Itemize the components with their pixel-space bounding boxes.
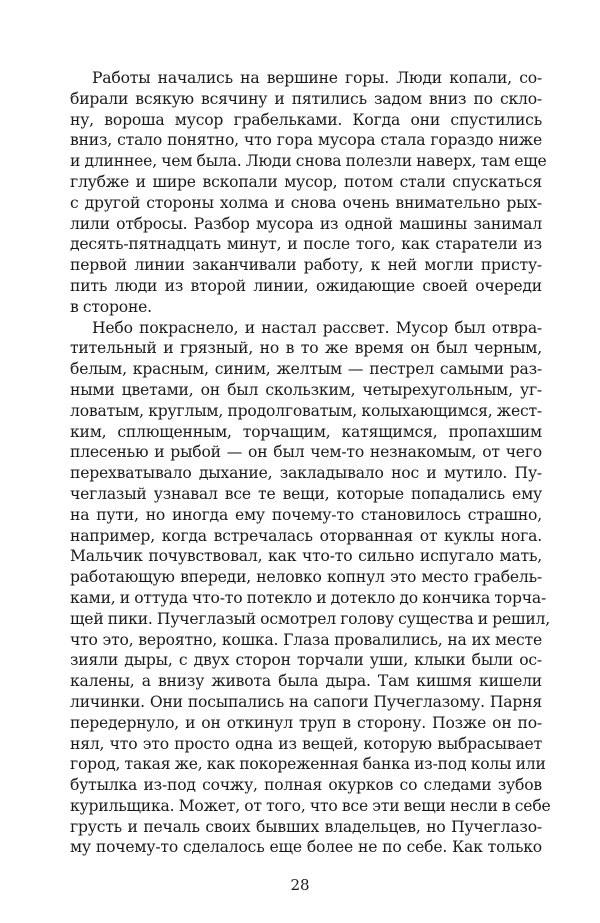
text-line: ками, и оттуда что-то потекло и дотекло до кончика торча- bbox=[70, 588, 547, 607]
text-line: в стороне. bbox=[70, 297, 152, 316]
text-line: десять-пятнадцать минут, и после того, как старатели из bbox=[70, 235, 542, 254]
text-line: личинки. Они посыпались на сапоги Пучеглазому. Парня bbox=[70, 692, 542, 711]
text-line: ну, вороша мусор грабельками. Когда они спустились bbox=[70, 110, 542, 129]
text-line: на пути, но иногда ему почему-то становилось страшно, bbox=[70, 505, 542, 524]
text-line: ными цветами, он был скользким, четырехугольным, уг- bbox=[70, 380, 542, 399]
text-line: курильщика. Может, от того, что все эти вещи несли в себе bbox=[70, 796, 551, 815]
text-line: первой линии заканчивали работу, к ней могли присту- bbox=[70, 256, 542, 275]
text-line: тительный и грязный, но в то же время он был черным, bbox=[70, 339, 542, 358]
text-line: ловатым, круглым, продолговатым, колыхающимся, жест- bbox=[70, 401, 542, 420]
text-line: вниз, стало понятно, что гора мусора стала гораздо ниже bbox=[70, 131, 542, 150]
paragraph bbox=[70, 68, 547, 318]
text-line: работающую впереди, неловко копнул это место грабель- bbox=[70, 568, 542, 587]
paragraph bbox=[70, 318, 551, 859]
text-line: Небо покраснело, и настал рассвет. Мусор был отвра- bbox=[92, 318, 542, 337]
book-page-text bbox=[70, 68, 551, 858]
text-line: му почему-то сделалось еще более не по себе. Как только bbox=[70, 838, 542, 857]
text-line: лили отбросы. Разбор мусора из одной машины занимал bbox=[70, 214, 542, 233]
text-line: Работы начались на вершине горы. Люди копали, со- bbox=[92, 69, 542, 87]
text-line: калены, а внизу живота была дыра. Там кишмя кишели bbox=[70, 672, 542, 691]
page-number: 28 bbox=[290, 876, 310, 894]
text-line: глубже и шире вскопали мусор, потом стали спускаться bbox=[70, 172, 542, 191]
text-line: пить люди из второй линии, ожидающие своей очереди bbox=[70, 276, 542, 295]
text-line: бутылка из-под сочжу, полная окурков со следами зубов bbox=[70, 776, 542, 795]
text-line: передернуло, и он откинул труп в сторону. Позже он по- bbox=[70, 713, 542, 732]
text-line: город, такая же, как покореженная банка из-под колы или bbox=[70, 755, 546, 774]
text-line: чеглазый узнавал все те вещи, которые попадались ему bbox=[70, 484, 542, 503]
text-line: щей пики. Пучеглазый осмотрел голову существа и решил, bbox=[70, 609, 551, 628]
text-line: и длиннее, чем была. Люди снова полезли наверх, там еще bbox=[70, 152, 547, 171]
text-line: бирали всякую всячину и пятились задом вниз по скло- bbox=[70, 89, 542, 108]
text-line: перехватывало дыхание, закладывало нос и мутило. Пу- bbox=[70, 464, 542, 483]
text-line: плесенью и рыбой — он был чем-то незнакомым, от чего bbox=[70, 443, 542, 462]
text-line: ким, сплющенным, торчащим, катящимся, пропахшим bbox=[70, 422, 542, 441]
text-line: например, когда встречалась оторванная от куклы нога. bbox=[70, 526, 542, 545]
text-line: белым, красным, синим, желтым — пестрел самыми раз- bbox=[70, 360, 542, 379]
text-line: Мальчик почувствовал, как что-то сильно испугало мать, bbox=[70, 547, 542, 566]
text-line: с другой стороны холма и снова очень внимательно рых- bbox=[70, 193, 542, 212]
text-line: зияли дыры, с двух сторон торчали уши, клыки были ос- bbox=[70, 651, 542, 670]
text-line: нял, что это просто одна из вещей, которую выбрасывает bbox=[70, 734, 542, 753]
text-line: что это, вероятно, кошка. Глаза провалились, на их месте bbox=[70, 630, 542, 649]
text-line: грусть и печаль своих бывших владельцев, но Пучеглазо- bbox=[70, 817, 542, 836]
